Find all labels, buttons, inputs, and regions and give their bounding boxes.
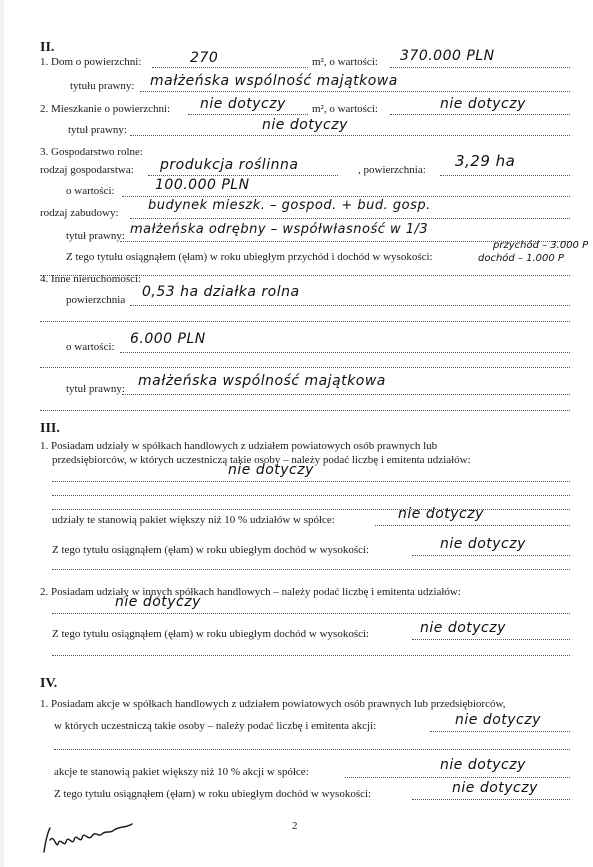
iii-q1-line-2 — [52, 494, 570, 496]
flat-area-value: nie dotyczy — [200, 96, 286, 112]
flat-title-value: nie dotyczy — [262, 117, 348, 133]
farm-area-label: , powierzchnia: — [358, 164, 426, 176]
farm-buildings-value: budynek mieszk. – gospod. + bud. gosp. — [148, 198, 431, 213]
iv-q1-answer: nie dotyczy — [455, 712, 541, 728]
other-value: 6.000 PLN — [130, 331, 206, 347]
iii-q1-line-1 — [52, 480, 570, 482]
other-title-value: małżeńska wspólność majątkowa — [138, 373, 386, 389]
farm-type-label: rodzaj gospodarstwa: — [40, 164, 134, 176]
house-label: 1. Dom o powierzchni: — [40, 56, 142, 68]
iv-q1-answer-line — [430, 730, 570, 732]
iii-q2-income-label: Z tego tytułu osiągnąłem (ęłam) w roku ubiegłym dochód w wysokości: — [52, 628, 370, 640]
other-title-label: tytuł prawny: — [66, 383, 125, 395]
section-iv-heading: IV. — [40, 676, 58, 691]
iv-q1-text-line2: w których uczestniczą takie osoby – należy podać liczbę i emitenta akcji: — [54, 720, 377, 732]
other-title-line — [122, 393, 570, 395]
iii-q2-income-line-2 — [52, 654, 570, 656]
other-value-line — [120, 351, 570, 353]
iii-q1-package-label: udziały te stanowią pakiet większy niż 10 % udziałów w spółce: — [52, 514, 335, 526]
iii-q1-income-answer: nie dotyczy — [440, 536, 526, 552]
other-line-2 — [40, 320, 570, 322]
section-iii-heading: III. — [40, 421, 60, 436]
iii-q1-income-line — [412, 554, 570, 556]
iv-package-line — [345, 776, 570, 778]
iv-q1-text-line1: 1. Posiadam akcje w spółkach handlowych z udziałem powiatowych osób prawnych lub przedsiębiorców, — [40, 698, 506, 710]
iv-package-answer: nie dotyczy — [440, 757, 526, 773]
iii-q1-income-label: Z tego tytułu osiągnąłem (ęłam) w roku ubiegłym dochód w wysokości: — [52, 544, 370, 556]
house-unit-label: m², o wartości: — [312, 56, 378, 68]
other-label: 4. Inne nieruchomości: — [40, 273, 142, 285]
flat-title-line — [130, 134, 570, 136]
iv-income-answer: nie dotyczy — [452, 780, 538, 796]
iii-q1-package-answer: nie dotyczy — [398, 506, 484, 522]
other-value-label: o wartości: — [66, 341, 115, 353]
other-line-4 — [40, 409, 570, 411]
farm-income-revenue: przychód – 3.000 P — [493, 240, 589, 251]
farm-value-line — [122, 195, 570, 197]
farm-type-value: produkcja roślinna — [160, 157, 299, 173]
farm-title-value: małżeńska odrębny – współwłasność w 1/3 — [130, 222, 429, 237]
farm-area-value: 3,29 ha — [455, 152, 516, 170]
flat-value-line — [390, 113, 570, 115]
house-value: 370.000 PLN — [400, 48, 495, 64]
farm-income-label: Z tego tytułu osiągnąłem (ęłam) w roku ubiegłym przychód i dochód w wysokości: — [66, 251, 433, 263]
farm-value-label: o wartości: — [66, 185, 115, 197]
house-title-value: małżeńska wspólność majątkowa — [150, 73, 398, 89]
farm-area-line — [440, 174, 570, 176]
other-line-3 — [40, 366, 570, 368]
iii-q1-income-line-2 — [52, 568, 570, 570]
farm-label: 3. Gospodarstwo rolne: — [40, 146, 143, 158]
signature-scribble-icon — [40, 818, 140, 858]
flat-title-label: tytuł prawny: — [68, 124, 127, 136]
house-title-label: tytułu prawny: — [70, 80, 135, 92]
other-area-line — [130, 304, 570, 306]
house-value-line — [390, 66, 570, 68]
iv-income-line — [412, 798, 570, 800]
iii-q1-answer: nie dotyczy — [228, 462, 314, 478]
iii-q1-line-3 — [52, 508, 570, 510]
page-number: 2 — [292, 820, 298, 832]
flat-label: 2. Mieszkanie o powierzchni: — [40, 103, 171, 115]
farm-buildings-label: rodzaj zabudowy: — [40, 207, 119, 219]
iv-q1-line-2 — [54, 748, 570, 750]
iv-income-label: Z tego tytułu osiągnąłem (ęłam) w roku ubiegłym dochód w wysokości: — [54, 788, 372, 800]
farm-value: 100.000 PLN — [155, 177, 250, 193]
other-area-label: powierzchnia — [66, 294, 126, 306]
iii-q2-line-1 — [52, 612, 570, 614]
iii-q1-package-line — [375, 524, 570, 526]
house-area-value: 270 — [190, 50, 219, 66]
iii-q1-text-line2: przedsiębiorców, w których uczestniczą takie osoby – należy podać liczbę i emitenta udziałów: — [52, 454, 471, 466]
farm-buildings-line — [130, 217, 570, 219]
iii-q2-income-answer: nie dotyczy — [420, 620, 506, 636]
farm-type-line — [148, 174, 338, 176]
iii-q2-income-line — [412, 638, 570, 640]
iii-q1-text-line1: 1. Posiadam udziały w spółkach handlowych z udziałem powiatowych osób prawnych lub — [40, 440, 438, 452]
house-area-line — [152, 66, 308, 68]
farm-title-label: tytuł prawny: — [66, 230, 125, 242]
farm-income-net: dochód – 1.000 P — [478, 253, 564, 264]
iii-q2-answer: nie dotyczy — [115, 594, 201, 610]
iii-q2-label: 2. Posiadam udziały w innych spółkach handlowych – należy podać liczbę i emitenta udziałów: — [40, 586, 461, 598]
scan-edge-shadow — [0, 0, 4, 867]
section-ii-heading: II. — [40, 40, 55, 55]
signature-initials — [40, 818, 140, 858]
flat-unit-label: m², o wartości: — [312, 103, 378, 115]
iv-package-label: akcje te stanowią pakiet większy niż 10 % akcji w spółce: — [54, 766, 309, 778]
house-title-line — [140, 90, 570, 92]
flat-area-line — [188, 113, 308, 115]
other-area-value: 0,53 ha działka rolna — [142, 284, 300, 300]
flat-value: nie dotyczy — [440, 96, 526, 112]
